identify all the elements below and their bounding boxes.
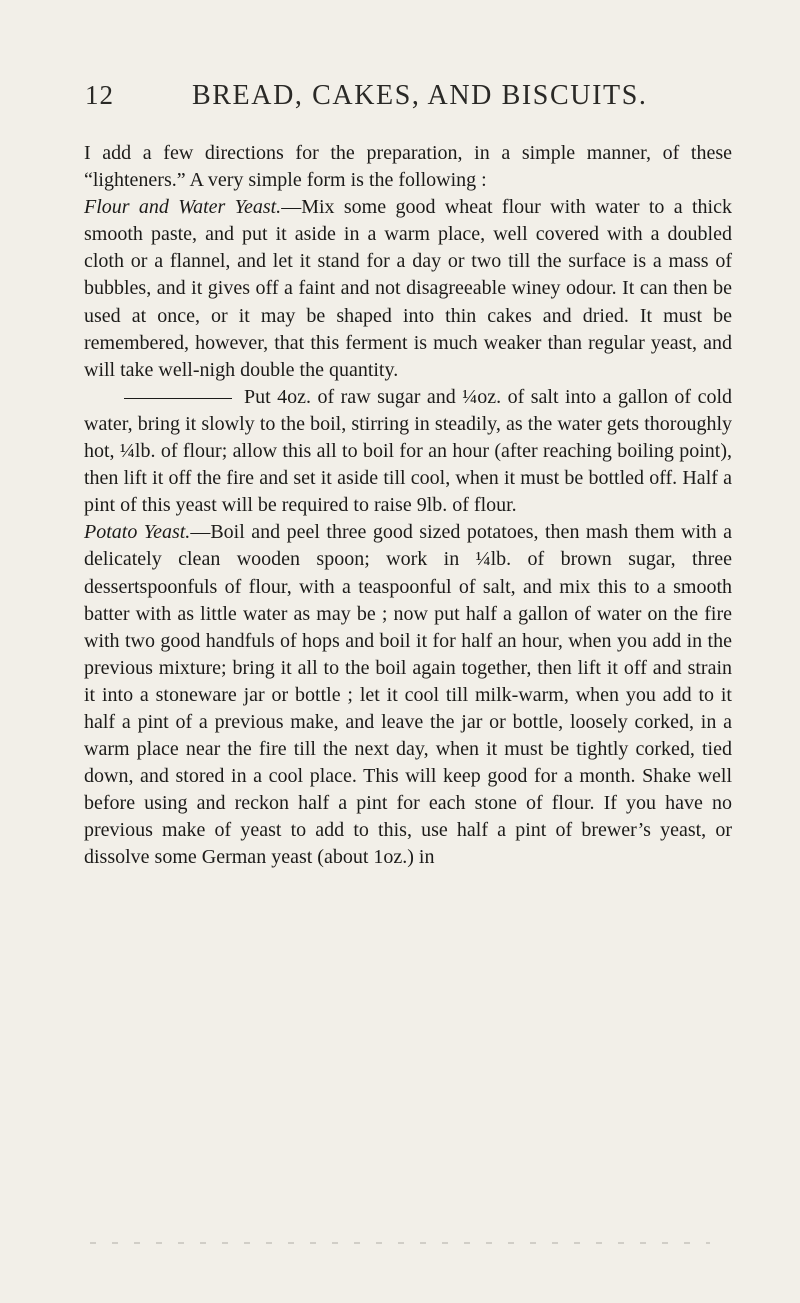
page-header [85, 80, 740, 120]
running-title: BREAD, CAKES, AND BISCUITS. [192, 80, 648, 111]
potato-yeast-paragraph [84, 519, 732, 871]
flour-water-yeast-paragraph [84, 194, 732, 384]
page-body [84, 140, 732, 872]
flour-water-yeast-heading: Flour and Water Yeast. [84, 196, 282, 219]
sugar-salt-yeast-paragraph [84, 384, 732, 519]
flour-water-yeast-text: —Mix some good wheat flour with water to a thick smooth paste, and put it aside in a warm place, well covered with a doubled cloth or a flannel, and let it stand for a day or two till the surface is a mass of bubbles, and it gives off a faint and not disagreeable winey odour. It can then be used at once, or it may be shaped into thin cakes and dried. It must be remembered, however, that this ferment is much weaker than regular yeast, and will take well-nigh double the quantity. [84, 196, 732, 381]
sugar-salt-yeast-text: Put 4oz. of raw sugar and ¼oz. of salt into a gallon of cold water, bring it slowly to the boil, stirring in steadily, as the water gets thoroughly hot, ¼lb. of flour; allow this all to boil for an hour (after reaching boiling point), then lift it off the fire and set it aside till cool, when it must be bottled off. Half a pint of this yeast will be required to raise 9lb. of flour. [84, 385, 732, 517]
ditto-dash [124, 398, 232, 399]
scan-smudge [90, 1242, 710, 1244]
page-number: 12 [85, 80, 114, 110]
intro-paragraph: I add a few directions for the preparation, in a simple manner, of these “lighteners.” A very simple form is the following : [84, 142, 732, 192]
potato-yeast-heading: Potato Yeast. [84, 521, 191, 544]
potato-yeast-text: —Boil and peel three good sized potatoes, then mash them with a delicately clean wooden spoon; work in ¼lb. of brown sugar, three dessertspoonfuls of flour, with a teaspoonful of salt, and mix this to a smooth batter with as little water as may be ; now put half a gallon of water on the fire with two good handfuls of hops and boil it for half an hour, when you add in the previous mixture; bring it all to the boil again together, then lift it off and strain it into a stoneware jar or bottle ; let it cool till milk-warm, when you add to it half a pint of a previous make, and leave the jar or bottle, loosely corked, in a warm place near the fire till the next day, when it must be tightly corked, tied down, and stored in a cool place. This will keep good for a month. Shake well before using and reckon half a pint for each stone of flour. If you have no previous make of yeast to add to this, use half a pint of brewer’s yeast, or dissolve some German yeast (about 1oz.) in [84, 521, 732, 869]
